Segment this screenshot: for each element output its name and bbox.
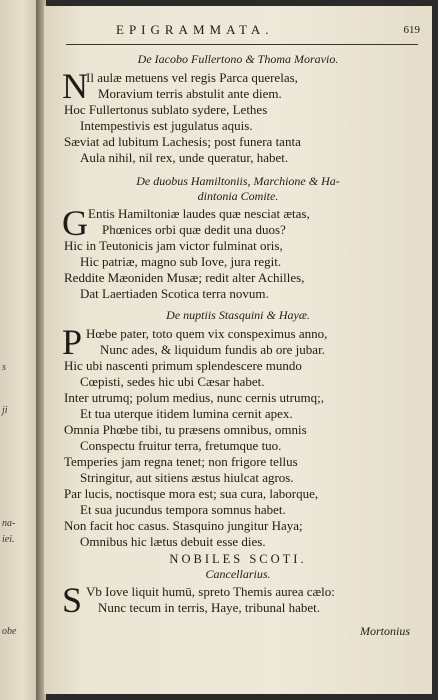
verse-line: Reddite Mæoniden Musæ; redit alter Achilles,: [64, 270, 305, 285]
catchword: Mortonius: [359, 624, 410, 638]
margin-fragment: na-: [2, 518, 16, 529]
verse-line: Vb Iove liquit humū, spreto Themis aurea cælo:: [86, 584, 335, 599]
verse-line: Stringitur, aut sitiens æstus hiulcat agros.: [80, 470, 294, 485]
verse-line: Hoc Fullertonus sublato sydere, Lethes: [64, 102, 268, 117]
margin-fragment: obe: [2, 626, 17, 637]
margin-fragment: iei.: [2, 534, 15, 545]
section-heading: NOBILES SCOTI.: [169, 552, 307, 566]
verse-line: Sæviat ad lubitum Lachesis; post funera tanta: [64, 134, 301, 149]
drop-capital: N: [62, 66, 88, 106]
verse-line: Temperies jam regna tenet; non frigore tellus: [64, 454, 298, 469]
verse-line: Par lucis, noctisque mora est; sua cura, laborque,: [64, 486, 319, 501]
verse-line: Omnibus hic lætus debuit esse dies.: [80, 534, 266, 549]
drop-capital: G: [62, 203, 88, 243]
header-rule: [66, 44, 418, 45]
verse-line: Nunc ades, & liquidum fundis ab ore jubar.: [100, 342, 325, 357]
poem-title: De duobus Hamiltoniis, Marchione & Ha-: [136, 174, 340, 188]
verse-line: Hœbe pater, toto quem vix conspeximus anno,: [86, 326, 328, 341]
poem-title-continued: dintonia Comite.: [197, 189, 279, 203]
verse-line: Aula nihil, nil rex, unde queratur, habet.: [80, 150, 289, 165]
page-number: 619: [403, 24, 420, 36]
verse-line: Entis Hamiltoniæ laudes quæ nesciat ætas,: [88, 206, 310, 221]
poem-title: De Iacobo Fullertono & Thoma Moravio.: [137, 52, 339, 66]
verse-line: Hic ubi nascenti primum splendescere mundo: [64, 358, 302, 373]
verse-line: Moravium terris abstulit ante diem.: [98, 86, 282, 101]
verse-line: Et tua uterque itidem lumina cernit apex.: [80, 406, 293, 421]
verse-line: Il aulæ metuens vel regis Parca querelas,: [86, 70, 298, 85]
verse-line: Conspectu fruitur terra, fretumque tuo.: [80, 438, 282, 453]
verse-line: Et sua jucundus tempora somnus habet.: [80, 502, 286, 517]
verse-line: Phœnices orbi quæ dedit una duos?: [102, 222, 286, 237]
running-header: EPIGRAMMATA.: [116, 22, 274, 37]
verse-line: Non facit hoc casus. Stasquino jungitur Haya;: [64, 518, 303, 533]
section-subheading: Cancellarius.: [205, 567, 271, 581]
poem-title: De nuptiis Stasquini & Hayæ.: [166, 308, 310, 322]
book-page: [44, 6, 432, 694]
verse-line: Inter utrumq; polum medius, nunc cernis utrumq;,: [64, 390, 324, 405]
verse-line: Dat Laertiaden Scotica terra novum.: [80, 286, 269, 301]
verse-line: Hic in Teutonicis jam victor fulminat oris,: [64, 238, 283, 253]
verse-line: Hic patriæ, magno sub Iove, jura regit.: [80, 254, 282, 269]
drop-capital: P: [62, 322, 83, 362]
verse-line: Nunc tecum in terris, Haye, tribunal habet.: [98, 600, 321, 615]
margin-fragment: ji: [2, 405, 8, 416]
verse-line: Cœpisti, sedes hic ubi Cæsar habet.: [80, 374, 265, 389]
facing-page-edge: [0, 0, 38, 700]
margin-fragment: s: [2, 362, 6, 373]
drop-capital: S: [62, 580, 83, 620]
verse-line: Omnia Phœbe tibi, tu præsens omnibus, omnis: [64, 422, 307, 437]
verse-line: Intempestivis est jugulatus aquis.: [80, 118, 253, 133]
